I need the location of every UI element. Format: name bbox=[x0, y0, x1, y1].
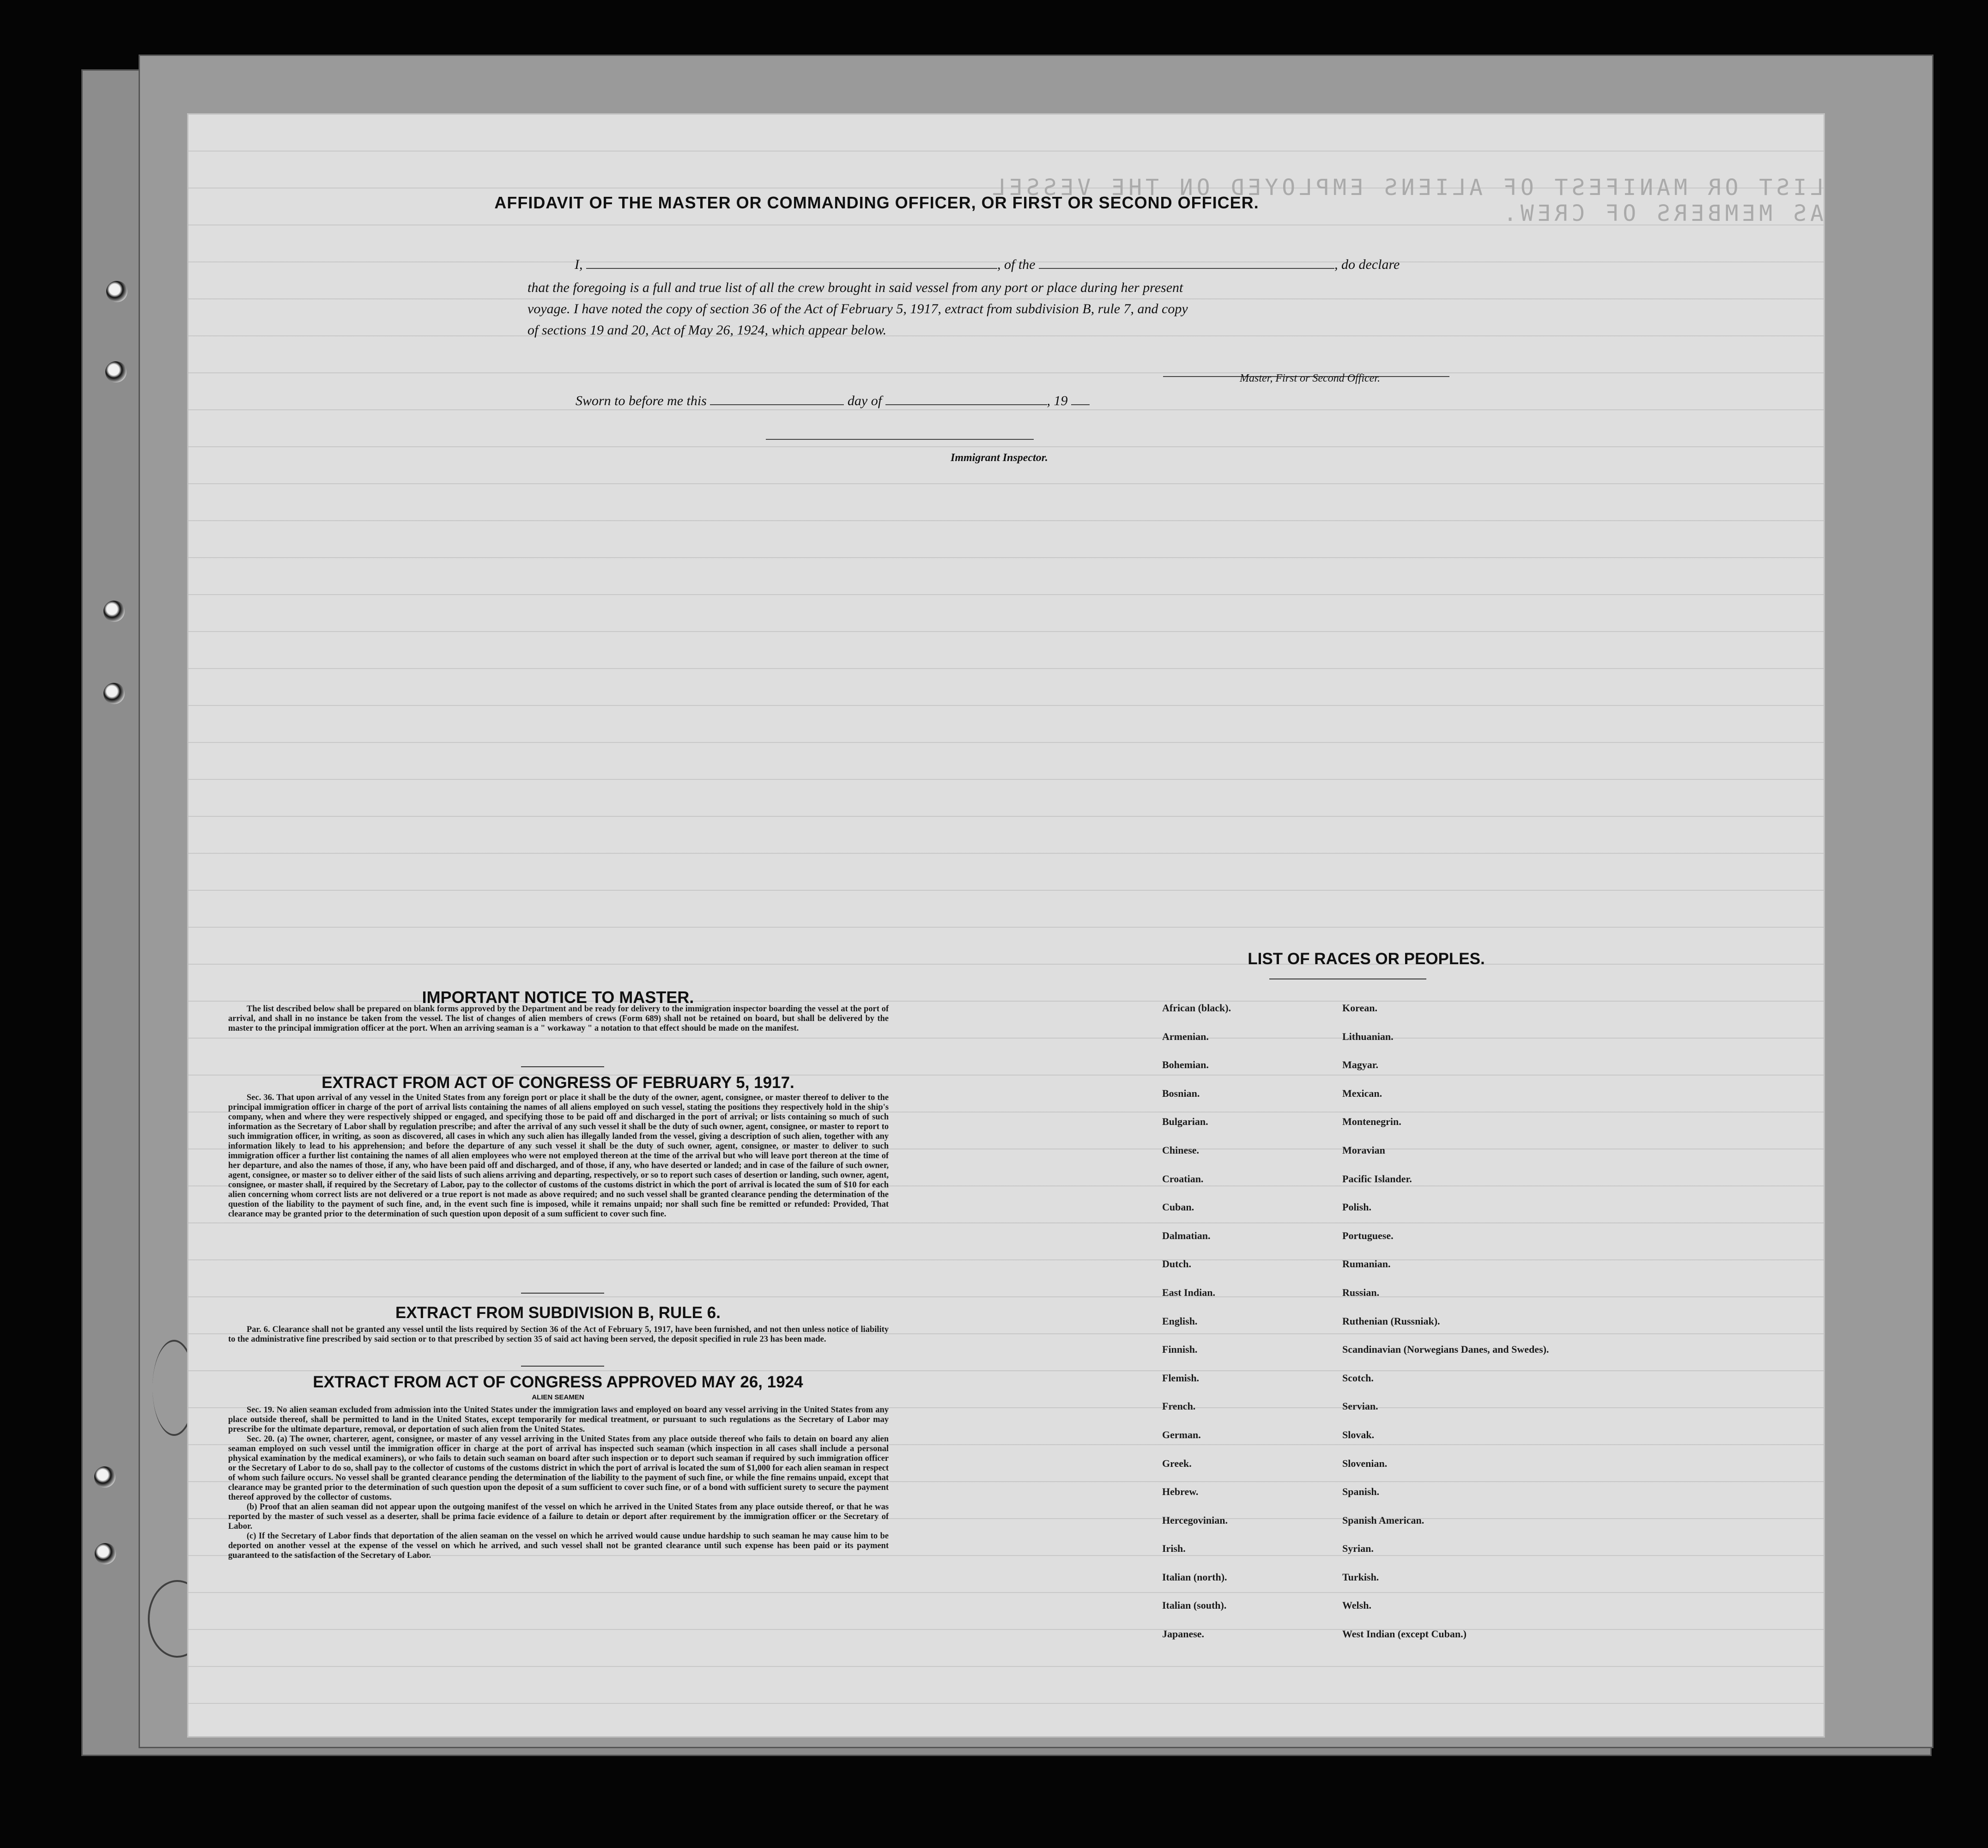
race-item: Korean. bbox=[1342, 1002, 1377, 1014]
extract-rule6-text: Par. 6. Clearance shall not be granted any vessel until the lists required by Section 36 of the Act of February 5, 1917, have been furnished, and not then unless notice of liability to the administrative fine prescribed by said section or to that prescribed by section 35 of said act having been served, the deposit specified in rule 23 has been made. bbox=[228, 1325, 889, 1344]
year-prefix-text: , 19 bbox=[1047, 393, 1068, 408]
race-item: Magyar. bbox=[1342, 1059, 1379, 1071]
affidavit-title: AFFIDAVIT OF THE MASTER OR COMMANDING OFFICER, OR FIRST OR SECOND OFFICER. bbox=[494, 193, 1259, 212]
important-notice-title: IMPORTANT NOTICE TO MASTER. bbox=[422, 988, 694, 1007]
race-item: Servian. bbox=[1342, 1400, 1378, 1412]
races-list-title: LIST OF RACES OR PEOPLES. bbox=[1248, 950, 1485, 968]
race-item: Irish. bbox=[1162, 1543, 1186, 1555]
race-item: Pacific Islander. bbox=[1342, 1173, 1412, 1185]
binding-hole-icon bbox=[105, 361, 127, 383]
race-item: English. bbox=[1162, 1315, 1198, 1327]
race-item: Dalmatian. bbox=[1162, 1229, 1211, 1241]
race-item: West Indian (except Cuban.) bbox=[1342, 1628, 1467, 1640]
race-item: Scotch. bbox=[1342, 1372, 1374, 1384]
vessel-name-field[interactable] bbox=[1039, 256, 1334, 269]
race-item: Russian. bbox=[1342, 1286, 1380, 1298]
race-item: Ruthenian (Russniak). bbox=[1342, 1315, 1440, 1327]
inspector-signature-field[interactable] bbox=[766, 427, 1034, 440]
section-divider bbox=[521, 1293, 604, 1294]
race-item: East Indian. bbox=[1162, 1286, 1215, 1298]
sec-20c-text: (c) If the Secretary of Labor finds that deportation of the alien seaman on the vessel on which he arrived would cause undue hardship to such seaman he may cause him to be deported on another vessel at the expense of the vessel on which he arrived, and such vessel shall not be granted clearance until such expense has been paid or its payment guaranteed to the satisfaction of the Secretary of Labor. bbox=[228, 1532, 889, 1560]
sworn-month-field[interactable] bbox=[885, 392, 1047, 405]
race-item: Syrian. bbox=[1342, 1543, 1374, 1555]
affidavit-text bbox=[527, 277, 1645, 341]
race-item: Hercegovinian. bbox=[1162, 1514, 1228, 1526]
binding-hole-icon bbox=[95, 1543, 116, 1564]
affidavit-text-line: that the foregoing is a full and true list of all the crew brought in said vessel from any port or place during her present bbox=[527, 280, 1183, 295]
race-item: Spanish American. bbox=[1342, 1514, 1424, 1526]
binding-hole-icon bbox=[103, 601, 125, 622]
of-the-text: , of the bbox=[997, 257, 1036, 272]
master-signature-label: Master, First or Second Officer. bbox=[1240, 372, 1380, 384]
race-item: Bulgarian. bbox=[1162, 1116, 1208, 1128]
race-item: Cuban. bbox=[1162, 1201, 1194, 1213]
sworn-year-field[interactable] bbox=[1071, 392, 1090, 405]
alien-seamen-subtitle: ALIEN SEAMEN bbox=[532, 1393, 584, 1401]
race-item: Scandinavian (Norwegians Danes, and Swedes). bbox=[1342, 1343, 1549, 1356]
extract-rule6-title: EXTRACT FROM SUBDIVISION B, RULE 6. bbox=[395, 1304, 721, 1322]
race-item: Slovenian. bbox=[1342, 1457, 1388, 1469]
extract-1924-body bbox=[228, 1405, 889, 1561]
race-item: Italian (south). bbox=[1162, 1599, 1227, 1611]
inspector-label: Immigrant Inspector. bbox=[951, 452, 1048, 464]
do-declare-text: , do declare bbox=[1334, 257, 1400, 272]
race-item: French. bbox=[1162, 1400, 1196, 1412]
race-item: African (black). bbox=[1162, 1002, 1231, 1014]
declarant-prefix: I, bbox=[575, 257, 583, 272]
race-item: Flemish. bbox=[1162, 1372, 1200, 1384]
race-item: Montenegrin. bbox=[1342, 1116, 1401, 1128]
race-item: German. bbox=[1162, 1429, 1201, 1441]
race-item: Croatian. bbox=[1162, 1173, 1204, 1185]
race-item: Bohemian. bbox=[1162, 1059, 1209, 1071]
race-item: Chinese. bbox=[1162, 1144, 1200, 1156]
affidavit-text-line: voyage. I have noted the copy of section 36 of the Act of February 5, 1917, extract from subdivision B, rule 7, and copy bbox=[527, 301, 1188, 316]
extract-1924-title: EXTRACT FROM ACT OF CONGRESS APPROVED MAY 26, 1924 bbox=[313, 1373, 803, 1391]
race-item: Bosnian. bbox=[1162, 1087, 1200, 1099]
races-list-right-column bbox=[1342, 1002, 1559, 1656]
affidavit-form-sheet bbox=[188, 115, 1824, 1736]
race-item: Italian (north). bbox=[1162, 1571, 1227, 1583]
race-item: Armenian. bbox=[1162, 1030, 1209, 1042]
sworn-text: Sworn to before me this bbox=[576, 393, 707, 408]
binding-hole-icon bbox=[106, 281, 127, 302]
races-list-left-column bbox=[1162, 1002, 1338, 1656]
day-of-text: day of bbox=[847, 393, 882, 408]
race-item: Mexican. bbox=[1342, 1087, 1382, 1099]
declarant-name-field[interactable] bbox=[586, 256, 997, 269]
sec-20b-text: (b) Proof that an alien seaman did not appear upon the outgoing manifest of the vessel on which he arrived in the United States from any place outside thereof, or that he was reported by the master of such vessel as a deserter, shall be prima facie evidence of a failure to detain or deport after requirement by the immigration officer or the Secretary of Labor. bbox=[228, 1502, 889, 1531]
extract-1917-title: EXTRACT FROM ACT OF CONGRESS OF FEBRUARY 5, 1917. bbox=[321, 1074, 794, 1092]
section-divider bbox=[521, 1366, 604, 1367]
affidavit-text-line: of sections 19 and 20, Act of May 26, 1924, which appear below. bbox=[527, 322, 887, 338]
race-item: Dutch. bbox=[1162, 1258, 1191, 1270]
race-item: Spanish. bbox=[1342, 1486, 1380, 1498]
race-item: Japanese. bbox=[1162, 1628, 1205, 1640]
binding-hole-icon bbox=[94, 1466, 115, 1488]
race-item: Moravian bbox=[1342, 1144, 1385, 1156]
extract-1917-text: Sec. 36. That upon arrival of any vessel in the United States from any foreign port or place it shall be the duty of the owner, agent, consignee, or master thereof to deliver to the principal immigration officer in charge of the port of arrival lists containing the names of all aliens employed on such vessel, stating the positions they respectively hold in the ship's company, when and where they were respectively shipped or engaged, and specifying those to be paid off and discharged in the port of arrival; or lists containing so much of such information as the Secretary of Labor shall by regulation prescribe; and after the arrival of any such vessel it shall be the duty of such owner, agent, consignee, or master to report to such immigration officer, in writing, as soon as discovered, all cases in which any such alien has illegally landed from the vessel, giving a description of such alien, together with any information likely to lead to his apprehension; and before the departure of any such vessel it shall be the duty of such owner, agent, consignee, or master to deliver to such immigration officer a further list containing the names of all alien employees who were not employed thereon at the time of the arrival but who will leave port thereon at the time of her departure, and also the names of those, if any, who have been paid off and discharged, and of those, if any, who have deserted or landed; and in case of the failure of such owner, agent, consignee, or master so to deliver either of the said lists of such aliens arriving and departing, respectively, or so to report such cases of desertion or landing, such owner, agent, consignee, or master shall, if required by the Secretary of Labor, pay to the collector of customs of the customs district in which the port of arrival is located the sum of $10 for each alien concerning whom correct lists are not delivered or a true report is not made as above required; and no such vessel shall be granted clearance pending the determination of the question of the liability to the payment of such fine, and, in the event such fine is imposed, while it remains unpaid; nor shall such fine be remitted or refunded: Provided, That clearance may be granted prior to the determination of such question upon deposit of a sum sufficient to cover such fine. bbox=[228, 1093, 889, 1219]
race-item: Greek. bbox=[1162, 1457, 1192, 1469]
sworn-day-field[interactable] bbox=[710, 392, 844, 405]
race-item: Portuguese. bbox=[1342, 1229, 1394, 1241]
mirrored-bleed-through-heading: LIST OR MANIFEST OF ALIENS EMPLOYED ON THE VESSEL AS MEMBERS OF CREW. bbox=[988, 175, 1824, 226]
binding-hole-icon bbox=[103, 683, 125, 704]
race-item: Polish. bbox=[1342, 1201, 1371, 1213]
affidavit-declaration-line bbox=[575, 255, 1637, 275]
race-item: Slovak. bbox=[1342, 1429, 1375, 1441]
sec-19-text: Sec. 19. No alien seaman excluded from admission into the United States under the immigration laws and employed on board any vessel arriving in the United States from any place outside thereof, shall be permitted to land in the United States, except temporarily for medical treatment, or pursuant to such regulations as the Secretary of Labor may prescribe for the ultimate departure, removal, or deportation of such alien from the United States. bbox=[228, 1405, 889, 1434]
race-item: Turkish. bbox=[1342, 1571, 1379, 1583]
race-item: Welsh. bbox=[1342, 1599, 1371, 1611]
sworn-line bbox=[576, 391, 1315, 411]
race-item: Lithuanian. bbox=[1342, 1030, 1394, 1042]
important-notice-text: The list described below shall be prepared on blank forms approved by the Department and be ready for delivery to the immigration inspector boarding the vessel at the port of arrival, and shall in no instance be taken from the vessel. The list of changes of alien members of crews (Form 689) shall not be retained on board, but shall be delivered by the master to the principal immigration officer at the port. When an arriving seaman is a " workaway " a notation to that effect should be made on the manifest. bbox=[228, 1004, 889, 1033]
sec-20a-text: Sec. 20. (a) The owner, charterer, agent, consignee, or master of any vessel arriving in the United States from any place outside thereof who fails to detain on board any alien seaman employed on such vessel until the immigration officer in charge at the port of arrival has inspected such seaman (which inspection in all cases shall include a personal physical examination by the medical examiners), or who fails to detain such seaman on board after such inspection or to deport such seaman if required by such immigration officer or the Secretary of Labor to do so, shall pay to the collector of customs of the customs district in which the port of arrival is located the sum of $1,000 for each alien seaman in respect of whom such failure occurs. No vessel shall be granted clearance pending the determination of the liability to the payment of such fine, or while the fine remains unpaid, except that clearance may be granted prior to the determination of such question upon the deposit of a sum sufficient to cover such fine, or of a bond with sufficient surety to secure the payment thereof approved by the collector of customs. bbox=[228, 1435, 889, 1502]
race-item: Hebrew. bbox=[1162, 1486, 1199, 1498]
race-item: Finnish. bbox=[1162, 1343, 1198, 1356]
section-divider bbox=[521, 1066, 604, 1067]
race-item: Rumanian. bbox=[1342, 1258, 1391, 1270]
